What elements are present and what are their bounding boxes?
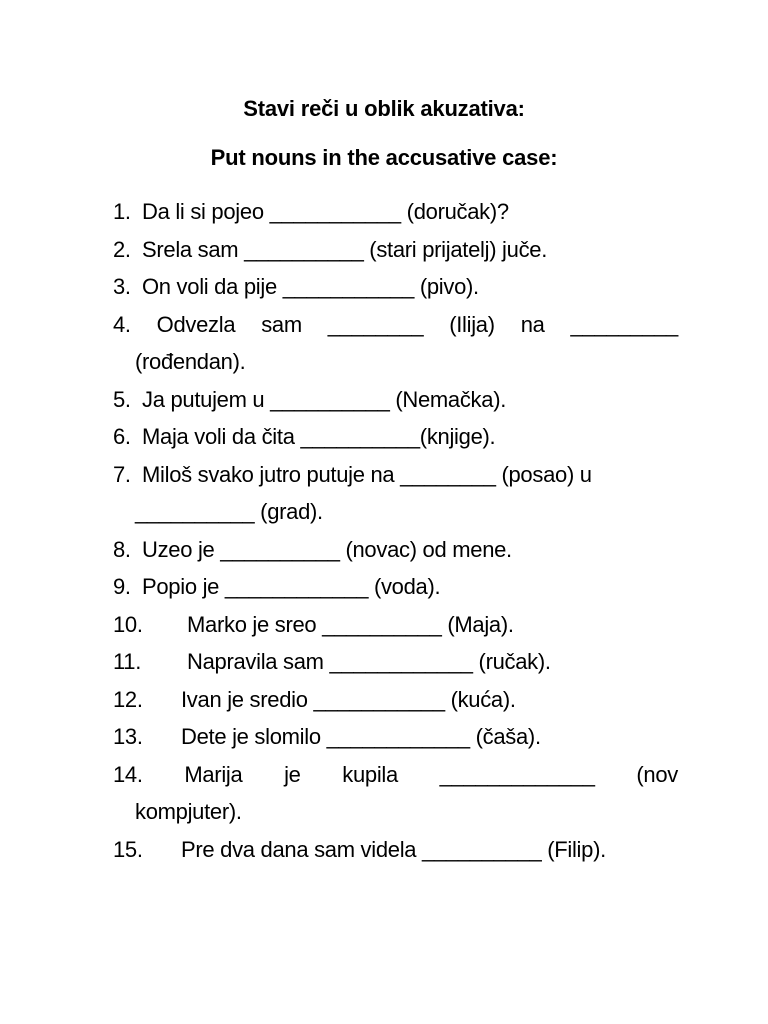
item-word: sam xyxy=(261,311,302,337)
item-number: 4. xyxy=(113,311,131,337)
exercise-item-14 xyxy=(113,756,678,831)
item-number: 8. xyxy=(113,536,131,562)
item-text: Dete je slomilo ____________ (čaša). xyxy=(181,724,541,749)
item-text: Marko je sreo __________ (Maja). xyxy=(187,611,514,637)
item-text: Ivan je sredio ___________ (kuća). xyxy=(181,686,516,712)
exercise-item-2 xyxy=(113,231,678,269)
worksheet-title: Stavi reči u oblik akuzativa: xyxy=(243,96,525,121)
item-word: je xyxy=(284,761,301,787)
exercise-item-6 xyxy=(113,418,678,456)
item-text: Da li si pojeo ___________ (doručak)? xyxy=(142,199,509,224)
exercise-item-7 xyxy=(113,456,678,531)
item-word: (nov xyxy=(636,761,678,787)
item-number: 1. xyxy=(113,199,131,224)
item-number: 5. xyxy=(113,386,131,412)
exercise-item-9 xyxy=(113,568,678,606)
exercise-item-8 xyxy=(113,531,678,569)
exercise-item-11 xyxy=(113,643,678,681)
exercise-item-15 xyxy=(113,831,678,869)
item-word: kupila xyxy=(342,761,398,787)
item-number: 2. xyxy=(113,236,131,262)
item-text: Ja putujem u __________ (Nemačka). xyxy=(142,386,507,412)
item-text: Popio je ____________ (voda). xyxy=(142,574,441,599)
item-number: 12. xyxy=(113,686,143,712)
item-blank: _____________ xyxy=(439,761,595,787)
item-number: 13. xyxy=(113,724,143,749)
item-word: na xyxy=(520,311,545,337)
item-number: 3. xyxy=(113,274,131,299)
exercise-item-4 xyxy=(113,306,678,381)
item-number: 7. xyxy=(113,461,131,487)
item-number: 9. xyxy=(113,574,131,599)
item-number: 14. xyxy=(113,761,143,787)
item-text: Napravila sam ____________ (ručak). xyxy=(187,649,551,674)
item-word: Odvezla xyxy=(156,311,236,337)
item-continuation: __________ (grad). xyxy=(135,499,323,524)
item-line xyxy=(113,756,678,794)
item-number: 11. xyxy=(113,649,142,674)
exercise-item-5 xyxy=(113,381,678,419)
item-continuation: kompjuter). xyxy=(135,799,242,824)
item-continuation: (rođendan). xyxy=(135,349,246,374)
exercise-item-3 xyxy=(113,268,678,306)
item-blank: ________ xyxy=(327,311,424,337)
item-text: Miloš svako jutro putuje na ________ (posao) u xyxy=(142,461,592,487)
item-text: Pre dva dana sam videla __________ (Filip). xyxy=(181,836,606,862)
worksheet-subtitle: Put nouns in the accusative case: xyxy=(210,145,558,170)
item-text: Uzeo je __________ (novac) od mene. xyxy=(142,536,512,562)
item-number: 15. xyxy=(113,836,143,862)
exercise-list xyxy=(113,193,678,868)
exercise-item-1 xyxy=(113,193,678,231)
item-text: Srela sam __________ (stari prijatelj) juče. xyxy=(142,236,548,262)
item-number: 10. xyxy=(113,611,143,637)
exercise-item-12 xyxy=(113,681,678,719)
item-text: Maja voli da čita __________(knjige). xyxy=(142,424,496,449)
item-blank: _________ xyxy=(570,311,678,337)
exercise-item-13 xyxy=(113,718,678,756)
item-number: 6. xyxy=(113,424,131,449)
item-text: On voli da pije ___________ (pivo). xyxy=(142,274,479,299)
item-line xyxy=(113,306,678,344)
exercise-item-10 xyxy=(113,606,678,644)
item-word: (Ilija) xyxy=(449,311,495,337)
item-word: Marija xyxy=(184,761,243,787)
